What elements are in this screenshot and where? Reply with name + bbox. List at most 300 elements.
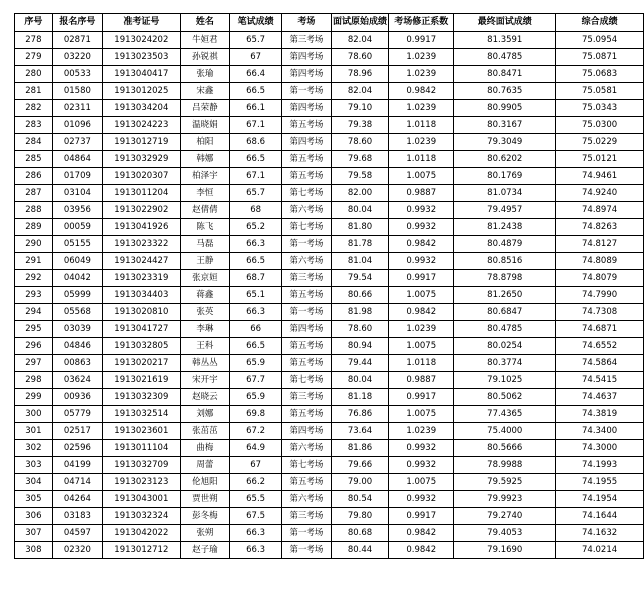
col-seq-cell: 296 (15, 338, 53, 355)
col-ticket-no-cell: 1913023322 (103, 236, 181, 253)
col-ticket-no-cell: 1913023601 (103, 423, 181, 440)
col-room-coefficient-cell: 1.0239 (389, 134, 454, 151)
col-total-score-cell: 74.8974 (556, 202, 644, 219)
col-interview-raw-cell: 80.04 (331, 202, 388, 219)
col-room-coefficient-cell: 0.9887 (389, 185, 454, 202)
col-total-score-cell: 74.7990 (556, 287, 644, 304)
col-name-cell: 陈飞 (180, 219, 230, 236)
col-total-score-cell: 74.8263 (556, 219, 644, 236)
col-total-score-cell: 74.1955 (556, 474, 644, 491)
col-written-score-cell: 69.8 (230, 406, 282, 423)
col-written-score-cell: 65.7 (230, 32, 282, 49)
col-name-cell: 王科 (180, 338, 230, 355)
col-exam-room-cell: 第三考场 (282, 32, 332, 49)
col-final-interview-cell: 79.4957 (454, 202, 556, 219)
col-room-coefficient-cell: 0.9842 (389, 83, 454, 100)
table-row (15, 287, 644, 304)
col-written-score-cell: 65.9 (230, 389, 282, 406)
col-reg-no-cell: 06049 (52, 253, 102, 270)
col-written-score-cell: 66 (230, 321, 282, 338)
col-exam-room-cell: 第六考场 (282, 440, 332, 457)
col-reg-no-cell: 03220 (52, 49, 102, 66)
col-room-coefficient-cell: 1.0118 (389, 355, 454, 372)
table-row (15, 168, 644, 185)
col-room-coefficient-cell: 1.0239 (389, 321, 454, 338)
col-interview-raw-cell: 80.04 (331, 372, 388, 389)
col-interview-raw-cell: 79.80 (331, 508, 388, 525)
col-reg-no-cell: 02596 (52, 440, 102, 457)
col-seq-cell: 295 (15, 321, 53, 338)
col-ticket-no-cell: 1913020810 (103, 304, 181, 321)
col-seq-cell: 282 (15, 100, 53, 117)
col-exam-room-cell: 第五考场 (282, 338, 332, 355)
col-exam-room-cell: 第六考场 (282, 202, 332, 219)
col-ticket-no-cell: 1913041727 (103, 321, 181, 338)
col-reg-no-cell: 04597 (52, 525, 102, 542)
col-total-score-cell: 74.9461 (556, 168, 644, 185)
col-interview-raw-cell: 80.54 (331, 491, 388, 508)
col-seq-cell: 281 (15, 83, 53, 100)
col-room-coefficient-cell: 0.9842 (389, 542, 454, 559)
col-written-score-cell: 67.7 (230, 372, 282, 389)
col-final-interview-cell: 79.1025 (454, 372, 556, 389)
col-interview-raw-cell: 79.58 (331, 168, 388, 185)
col-final-interview-cell: 80.5062 (454, 389, 556, 406)
col-room-coefficient-cell: 0.9932 (389, 440, 454, 457)
table-row (15, 151, 644, 168)
table-row (15, 83, 644, 100)
col-seq-cell: 303 (15, 457, 53, 474)
col-reg-no-cell: 05155 (52, 236, 102, 253)
table-row (15, 304, 644, 321)
col-total-score-cell: 75.0581 (556, 83, 644, 100)
col-final-interview-cell: 80.4785 (454, 49, 556, 66)
col-final-interview-cell: 80.8516 (454, 253, 556, 270)
col-ticket-no-header: 准考证号 (103, 14, 181, 32)
table-row (15, 338, 644, 355)
table-row (15, 185, 644, 202)
col-written-score-header: 笔试成绩 (230, 14, 282, 32)
col-name-cell: 赵倩倩 (180, 202, 230, 219)
col-interview-raw-cell: 80.44 (331, 542, 388, 559)
col-seq-cell: 293 (15, 287, 53, 304)
col-name-cell: 宋开宇 (180, 372, 230, 389)
col-interview-raw-cell: 79.38 (331, 117, 388, 134)
col-room-coefficient-cell: 0.9917 (389, 389, 454, 406)
col-total-score-cell: 74.8089 (556, 253, 644, 270)
col-room-coefficient-header: 考场修正系数 (389, 14, 454, 32)
col-written-score-cell: 66.1 (230, 100, 282, 117)
col-exam-room-header: 考场 (282, 14, 332, 32)
col-reg-no-cell: 01096 (52, 117, 102, 134)
table-row (15, 389, 644, 406)
col-room-coefficient-cell: 1.0239 (389, 49, 454, 66)
col-written-score-cell: 66.5 (230, 83, 282, 100)
col-reg-no-cell: 00059 (52, 219, 102, 236)
col-final-interview-cell: 75.4000 (454, 423, 556, 440)
col-ticket-no-cell: 1913032709 (103, 457, 181, 474)
col-exam-room-cell: 第三考场 (282, 270, 332, 287)
col-total-score-cell: 75.0954 (556, 32, 644, 49)
col-total-score-cell: 75.0121 (556, 151, 644, 168)
col-interview-raw-cell: 82.00 (331, 185, 388, 202)
col-interview-raw-cell: 81.04 (331, 253, 388, 270)
col-ticket-no-cell: 1913032324 (103, 508, 181, 525)
col-ticket-no-cell: 1913023123 (103, 474, 181, 491)
col-ticket-no-cell: 1913032514 (103, 406, 181, 423)
col-final-interview-cell: 79.9923 (454, 491, 556, 508)
col-name-cell: 曲梅 (180, 440, 230, 457)
col-name-cell: 蒋鑫 (180, 287, 230, 304)
col-final-interview-cell: 80.0254 (454, 338, 556, 355)
col-interview-raw-cell: 79.68 (331, 151, 388, 168)
col-final-interview-header: 最终面试成绩 (454, 14, 556, 32)
col-interview-raw-cell: 79.54 (331, 270, 388, 287)
col-name-cell: 赵晓云 (180, 389, 230, 406)
col-final-interview-cell: 78.8798 (454, 270, 556, 287)
col-name-cell: 张瑜 (180, 66, 230, 83)
col-total-score-cell: 74.1644 (556, 508, 644, 525)
col-final-interview-cell: 81.2438 (454, 219, 556, 236)
col-interview-raw-cell: 79.66 (331, 457, 388, 474)
col-ticket-no-cell: 1913043001 (103, 491, 181, 508)
col-room-coefficient-cell: 0.9917 (389, 508, 454, 525)
col-room-coefficient-cell: 0.9842 (389, 236, 454, 253)
col-total-score-cell: 74.4637 (556, 389, 644, 406)
col-reg-no-cell: 00533 (52, 66, 102, 83)
col-seq-cell: 299 (15, 389, 53, 406)
col-written-score-cell: 68.7 (230, 270, 282, 287)
col-name-cell: 牛姮君 (180, 32, 230, 49)
col-written-score-cell: 66.5 (230, 151, 282, 168)
col-seq-cell: 286 (15, 168, 53, 185)
col-exam-room-cell: 第四考场 (282, 134, 332, 151)
header-row (15, 14, 644, 32)
col-exam-room-cell: 第一考场 (282, 236, 332, 253)
col-seq-cell: 278 (15, 32, 53, 49)
col-room-coefficient-cell: 0.9842 (389, 304, 454, 321)
col-reg-no-header: 报名序号 (52, 14, 102, 32)
col-seq-cell: 285 (15, 151, 53, 168)
col-seq-cell: 301 (15, 423, 53, 440)
col-written-score-cell: 65.5 (230, 491, 282, 508)
col-name-cell: 赵子瑜 (180, 542, 230, 559)
col-exam-room-cell: 第五考场 (282, 117, 332, 134)
col-exam-room-cell: 第七考场 (282, 185, 332, 202)
col-final-interview-cell: 79.4053 (454, 525, 556, 542)
col-final-interview-cell: 77.4365 (454, 406, 556, 423)
col-ticket-no-cell: 1913024202 (103, 32, 181, 49)
col-total-score-cell: 74.9240 (556, 185, 644, 202)
col-exam-room-cell: 第五考场 (282, 287, 332, 304)
col-interview-raw-cell: 73.64 (331, 423, 388, 440)
table-row (15, 457, 644, 474)
col-seq-cell: 284 (15, 134, 53, 151)
col-room-coefficient-cell: 1.0118 (389, 117, 454, 134)
col-seq-cell: 297 (15, 355, 53, 372)
col-total-score-cell: 74.8127 (556, 236, 644, 253)
col-written-score-cell: 68.6 (230, 134, 282, 151)
col-reg-no-cell: 04864 (52, 151, 102, 168)
col-seq-cell: 308 (15, 542, 53, 559)
col-total-score-cell: 75.0300 (556, 117, 644, 134)
col-total-score-cell: 74.1993 (556, 457, 644, 474)
col-written-score-cell: 67.2 (230, 423, 282, 440)
col-total-score-cell: 74.6552 (556, 338, 644, 355)
col-reg-no-cell: 00863 (52, 355, 102, 372)
col-name-cell: 孙锐祺 (180, 49, 230, 66)
col-total-score-cell: 74.0214 (556, 542, 644, 559)
col-seq-cell: 300 (15, 406, 53, 423)
col-exam-room-cell: 第五考场 (282, 406, 332, 423)
col-final-interview-cell: 79.3049 (454, 134, 556, 151)
col-final-interview-cell: 80.4785 (454, 321, 556, 338)
col-reg-no-cell: 05999 (52, 287, 102, 304)
col-seq-cell: 302 (15, 440, 53, 457)
col-seq-cell: 283 (15, 117, 53, 134)
col-total-score-cell: 74.3000 (556, 440, 644, 457)
table-row (15, 508, 644, 525)
col-room-coefficient-cell: 1.0118 (389, 151, 454, 168)
col-name-cell: 王静 (180, 253, 230, 270)
col-seq-cell: 280 (15, 66, 53, 83)
col-reg-no-cell: 02871 (52, 32, 102, 49)
col-ticket-no-cell: 1913011204 (103, 185, 181, 202)
col-final-interview-cell: 80.3167 (454, 117, 556, 134)
col-final-interview-cell: 80.7635 (454, 83, 556, 100)
col-exam-room-cell: 第一考场 (282, 304, 332, 321)
col-name-cell: 彭冬梅 (180, 508, 230, 525)
col-interview-raw-cell: 78.60 (331, 49, 388, 66)
col-interview-raw-cell: 80.94 (331, 338, 388, 355)
col-reg-no-cell: 05779 (52, 406, 102, 423)
col-reg-no-cell: 05568 (52, 304, 102, 321)
col-written-score-cell: 66.3 (230, 542, 282, 559)
col-interview-raw-cell: 80.66 (331, 287, 388, 304)
col-name-cell: 马磊 (180, 236, 230, 253)
col-written-score-cell: 66.3 (230, 304, 282, 321)
col-interview-raw-cell: 81.98 (331, 304, 388, 321)
table-row (15, 49, 644, 66)
col-room-coefficient-cell: 0.9932 (389, 457, 454, 474)
col-interview-raw-header: 面试原始成绩 (331, 14, 388, 32)
col-exam-room-cell: 第五考场 (282, 168, 332, 185)
col-interview-raw-cell: 79.00 (331, 474, 388, 491)
col-name-cell: 柏阳 (180, 134, 230, 151)
col-name-cell: 刘娜 (180, 406, 230, 423)
col-ticket-no-cell: 1913041926 (103, 219, 181, 236)
col-exam-room-cell: 第四考场 (282, 66, 332, 83)
col-written-score-cell: 67.5 (230, 508, 282, 525)
col-interview-raw-cell: 76.86 (331, 406, 388, 423)
col-total-score-cell: 74.3819 (556, 406, 644, 423)
table-row (15, 372, 644, 389)
col-ticket-no-cell: 1913020307 (103, 168, 181, 185)
col-reg-no-cell: 02737 (52, 134, 102, 151)
col-interview-raw-cell: 81.80 (331, 219, 388, 236)
col-exam-room-cell: 第五考场 (282, 355, 332, 372)
col-room-coefficient-cell: 0.9917 (389, 32, 454, 49)
col-name-header: 姓名 (180, 14, 230, 32)
table-row (15, 32, 644, 49)
col-final-interview-cell: 81.2650 (454, 287, 556, 304)
col-seq-cell: 306 (15, 508, 53, 525)
col-room-coefficient-cell: 0.9932 (389, 491, 454, 508)
col-exam-room-cell: 第七考场 (282, 219, 332, 236)
col-exam-room-cell: 第六考场 (282, 491, 332, 508)
col-exam-room-cell: 第四考场 (282, 49, 332, 66)
col-ticket-no-cell: 1913012719 (103, 134, 181, 151)
col-seq-cell: 287 (15, 185, 53, 202)
col-reg-no-cell: 03624 (52, 372, 102, 389)
col-room-coefficient-cell: 1.0239 (389, 423, 454, 440)
col-total-score-cell: 74.8079 (556, 270, 644, 287)
col-written-score-cell: 66.5 (230, 253, 282, 270)
col-seq-header: 序号 (15, 14, 53, 32)
col-written-score-cell: 65.9 (230, 355, 282, 372)
col-total-score-cell: 74.5864 (556, 355, 644, 372)
col-seq-cell: 290 (15, 236, 53, 253)
col-room-coefficient-cell: 0.9932 (389, 219, 454, 236)
col-seq-cell: 288 (15, 202, 53, 219)
col-reg-no-cell: 01580 (52, 83, 102, 100)
col-written-score-cell: 66.4 (230, 66, 282, 83)
table-row (15, 321, 644, 338)
col-written-score-cell: 67 (230, 49, 282, 66)
col-exam-room-cell: 第四考场 (282, 423, 332, 440)
col-name-cell: 韩丛丛 (180, 355, 230, 372)
col-interview-raw-cell: 79.10 (331, 100, 388, 117)
col-ticket-no-cell: 1913034403 (103, 287, 181, 304)
col-total-score-cell: 74.1954 (556, 491, 644, 508)
col-room-coefficient-cell: 1.0075 (389, 474, 454, 491)
col-final-interview-cell: 81.0734 (454, 185, 556, 202)
col-exam-room-cell: 第四考场 (282, 100, 332, 117)
col-name-cell: 温晓娟 (180, 117, 230, 134)
col-ticket-no-cell: 1913012025 (103, 83, 181, 100)
col-ticket-no-cell: 1913021619 (103, 372, 181, 389)
col-name-cell: 张茁茁 (180, 423, 230, 440)
col-interview-raw-cell: 82.04 (331, 83, 388, 100)
col-room-coefficient-cell: 1.0239 (389, 66, 454, 83)
col-seq-cell: 305 (15, 491, 53, 508)
col-reg-no-cell: 04714 (52, 474, 102, 491)
col-ticket-no-cell: 1913032309 (103, 389, 181, 406)
col-written-score-cell: 67.1 (230, 117, 282, 134)
col-name-cell: 吕荣静 (180, 100, 230, 117)
col-exam-room-cell: 第一考场 (282, 83, 332, 100)
col-written-score-cell: 65.2 (230, 219, 282, 236)
col-room-coefficient-cell: 0.9932 (389, 202, 454, 219)
col-final-interview-cell: 79.1690 (454, 542, 556, 559)
col-exam-room-cell: 第一考场 (282, 525, 332, 542)
col-exam-room-cell: 第六考场 (282, 253, 332, 270)
col-interview-raw-cell: 81.86 (331, 440, 388, 457)
col-room-coefficient-cell: 1.0075 (389, 338, 454, 355)
col-reg-no-cell: 02517 (52, 423, 102, 440)
table-row (15, 270, 644, 287)
col-final-interview-cell: 80.5666 (454, 440, 556, 457)
col-exam-room-cell: 第七考场 (282, 457, 332, 474)
table-row (15, 355, 644, 372)
col-ticket-no-cell: 1913024427 (103, 253, 181, 270)
table-row (15, 525, 644, 542)
col-written-score-cell: 66.3 (230, 525, 282, 542)
col-reg-no-cell: 02320 (52, 542, 102, 559)
col-written-score-cell: 65.1 (230, 287, 282, 304)
col-reg-no-cell: 03183 (52, 508, 102, 525)
col-written-score-cell: 67.1 (230, 168, 282, 185)
col-seq-cell: 279 (15, 49, 53, 66)
col-name-cell: 韩娜 (180, 151, 230, 168)
col-interview-raw-cell: 78.96 (331, 66, 388, 83)
col-written-score-cell: 66.5 (230, 338, 282, 355)
col-final-interview-cell: 80.1769 (454, 168, 556, 185)
col-exam-room-cell: 第四考场 (282, 321, 332, 338)
col-interview-raw-cell: 81.78 (331, 236, 388, 253)
col-seq-cell: 294 (15, 304, 53, 321)
col-exam-room-cell: 第三考场 (282, 508, 332, 525)
score-sheet (14, 13, 644, 559)
col-reg-no-cell: 04846 (52, 338, 102, 355)
col-final-interview-cell: 79.2740 (454, 508, 556, 525)
col-name-cell: 李恒 (180, 185, 230, 202)
col-final-interview-cell: 80.3774 (454, 355, 556, 372)
col-written-score-cell: 66.2 (230, 474, 282, 491)
col-ticket-no-cell: 1913012712 (103, 542, 181, 559)
table-row (15, 423, 644, 440)
col-interview-raw-cell: 82.04 (331, 32, 388, 49)
col-ticket-no-cell: 1913023319 (103, 270, 181, 287)
col-seq-cell: 307 (15, 525, 53, 542)
col-room-coefficient-cell: 1.0075 (389, 406, 454, 423)
col-total-score-cell: 75.0229 (556, 134, 644, 151)
table-row (15, 406, 644, 423)
col-interview-raw-cell: 79.44 (331, 355, 388, 372)
col-total-score-header: 综合成绩 (556, 14, 644, 32)
col-name-cell: 周蕾 (180, 457, 230, 474)
col-reg-no-cell: 03104 (52, 185, 102, 202)
col-room-coefficient-cell: 0.9917 (389, 270, 454, 287)
col-name-cell: 贾世朔 (180, 491, 230, 508)
col-reg-no-cell: 04042 (52, 270, 102, 287)
col-name-cell: 宋鑫 (180, 83, 230, 100)
col-written-score-cell: 65.7 (230, 185, 282, 202)
col-interview-raw-cell: 81.18 (331, 389, 388, 406)
col-final-interview-cell: 80.6202 (454, 151, 556, 168)
col-total-score-cell: 74.3400 (556, 423, 644, 440)
col-ticket-no-cell: 1913034204 (103, 100, 181, 117)
col-total-score-cell: 75.0343 (556, 100, 644, 117)
col-reg-no-cell: 03956 (52, 202, 102, 219)
col-room-coefficient-cell: 1.0239 (389, 100, 454, 117)
col-interview-raw-cell: 80.68 (331, 525, 388, 542)
col-reg-no-cell: 04199 (52, 457, 102, 474)
col-written-score-cell: 64.9 (230, 440, 282, 457)
col-ticket-no-cell: 1913022902 (103, 202, 181, 219)
col-final-interview-cell: 80.4879 (454, 236, 556, 253)
col-name-cell: 伦旭阳 (180, 474, 230, 491)
col-final-interview-cell: 78.9988 (454, 457, 556, 474)
col-name-cell: 张京姮 (180, 270, 230, 287)
col-reg-no-cell: 00936 (52, 389, 102, 406)
col-exam-room-cell: 第一考场 (282, 542, 332, 559)
col-exam-room-cell: 第三考场 (282, 389, 332, 406)
table-row (15, 236, 644, 253)
table-row (15, 66, 644, 83)
col-seq-cell: 291 (15, 253, 53, 270)
table-row (15, 491, 644, 508)
